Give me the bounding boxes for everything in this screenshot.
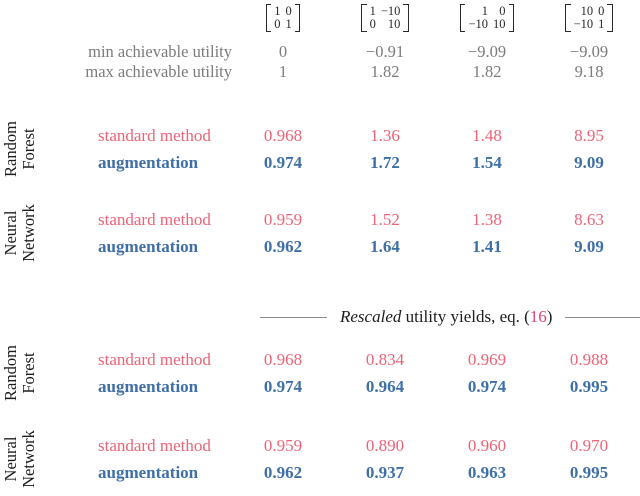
heading-text: utility yields, eq. (: [401, 307, 530, 326]
standard-method-value: 0.959: [263, 209, 303, 229]
model-label-cell: [0, 122, 40, 176]
standard-method-value: 0.988: [569, 349, 609, 369]
augmentation-label: augmentation: [98, 376, 199, 396]
augmentation-value: 9.09: [574, 152, 604, 172]
standard-method-value: 0.834: [365, 349, 405, 369]
matrix-bracket-right-icon: [607, 4, 613, 32]
matrix-entry: 0: [274, 17, 281, 31]
max-utility-value: 1.82: [370, 62, 400, 81]
random-forest-label: Random Forest: [1, 345, 38, 401]
matrix-bracket-right-icon: [403, 4, 409, 32]
augmentation-label: augmentation: [98, 462, 199, 482]
matrix-entry: −10: [380, 4, 401, 18]
standard-method-value: 1.52: [370, 209, 400, 229]
rescaled-neural-network-block: [0, 432, 640, 486]
standard-method-value: 0.968: [263, 125, 303, 145]
matrix-entry: 0: [285, 4, 292, 18]
min-utility-value: −0.91: [365, 42, 405, 61]
rescaled-word: Rescaled: [340, 307, 402, 326]
augmentation-label: augmentation: [98, 152, 199, 172]
rescaled-random-forest-block: [0, 346, 640, 400]
standard-method-value: 0.960: [467, 435, 507, 455]
matrix-entry: −10: [468, 17, 489, 31]
model-label-cell: [0, 432, 40, 486]
augmentation-value: 0.974: [467, 376, 507, 396]
utility-matrix-4: [538, 2, 640, 42]
divider-rule-left: [260, 317, 327, 318]
divider-rule-right: [565, 317, 640, 318]
augmentation-value: 1.41: [472, 236, 502, 256]
augmentation-value: 0.962: [263, 462, 303, 482]
table-header: [0, 2, 640, 82]
standard-method-value: 0.959: [263, 435, 303, 455]
min-utility-label: min achievable utility: [88, 42, 232, 61]
matrix-bracket-right-icon: [295, 4, 301, 32]
standard-method-value: 8.95: [574, 125, 604, 145]
augmentation-label: augmentation: [98, 236, 199, 256]
augmentation-value: 0.962: [263, 236, 303, 256]
max-utility-value: 1.82: [472, 62, 502, 81]
min-utility-value: −9.09: [569, 42, 609, 61]
augmentation-value: 0.974: [263, 376, 303, 396]
augmentation-value: 1.64: [370, 236, 400, 256]
model-label-cell: [0, 206, 40, 260]
rescaled-heading: [340, 307, 552, 327]
matrix-entry: 1: [274, 4, 281, 18]
matrix-entry: 10: [387, 17, 401, 31]
matrix-entry: 1: [481, 4, 489, 18]
utility-matrix-1: [232, 2, 334, 42]
matrix-entry: 10: [493, 17, 506, 31]
raw-neural-network-block: [0, 206, 640, 260]
random-forest-label: Random Forest: [1, 121, 38, 177]
augmentation-value: 1.72: [370, 152, 400, 172]
standard-method-value: 8.63: [574, 209, 604, 229]
equation-16-link[interactable]: 16: [529, 307, 547, 326]
matrix-entry: 10: [580, 4, 594, 18]
augmentation-value: 0.995: [569, 376, 609, 396]
standard-method-value: 1.36: [370, 125, 400, 145]
augmentation-value: 0.995: [569, 462, 609, 482]
standard-method-value: 0.970: [569, 435, 609, 455]
matrix-entry: 1: [598, 17, 605, 31]
matrix-entry: 1: [285, 17, 292, 31]
standard-method-label: standard method: [98, 435, 211, 455]
raw-random-forest-block: [0, 122, 640, 176]
max-utility-value: 1: [278, 62, 288, 81]
standard-method-value: 0.969: [467, 349, 507, 369]
matrix-bracket-right-icon: [509, 4, 515, 32]
min-utility-value: −9.09: [467, 42, 507, 61]
utility-matrix-3: [436, 2, 538, 42]
standard-method-label: standard method: [98, 349, 211, 369]
max-utility-value: 9.18: [574, 62, 604, 81]
matrix-entry: 0: [598, 4, 605, 18]
neural-network-label: Neural Network: [1, 430, 38, 488]
augmentation-value: 0.974: [263, 152, 303, 172]
augmentation-value: 1.54: [472, 152, 502, 172]
matrix-entry: 0: [499, 4, 506, 18]
augmentation-value: 0.964: [365, 376, 405, 396]
standard-method-value: 0.890: [365, 435, 405, 455]
matrix-entry: 1: [369, 4, 376, 18]
matrix-entry: −10: [573, 17, 594, 31]
model-label-cell: [0, 346, 40, 400]
min-utility-value: 0: [278, 42, 288, 61]
standard-method-value: 0.968: [263, 349, 303, 369]
augmentation-value: 9.09: [574, 236, 604, 256]
close-paren: ): [546, 307, 553, 326]
max-utility-label: max achievable utility: [85, 62, 232, 81]
standard-method-label: standard method: [98, 209, 211, 229]
augmentation-value: 0.963: [467, 462, 507, 482]
neural-network-label: Neural Network: [1, 204, 38, 262]
standard-method-value: 1.38: [472, 209, 502, 229]
standard-method-value: 1.48: [472, 125, 502, 145]
standard-method-label: standard method: [98, 125, 211, 145]
rescaled-section-divider: [0, 306, 640, 328]
utility-matrix-2: [334, 2, 436, 42]
augmentation-value: 0.937: [365, 462, 405, 482]
matrix-entry: 0: [369, 17, 376, 31]
